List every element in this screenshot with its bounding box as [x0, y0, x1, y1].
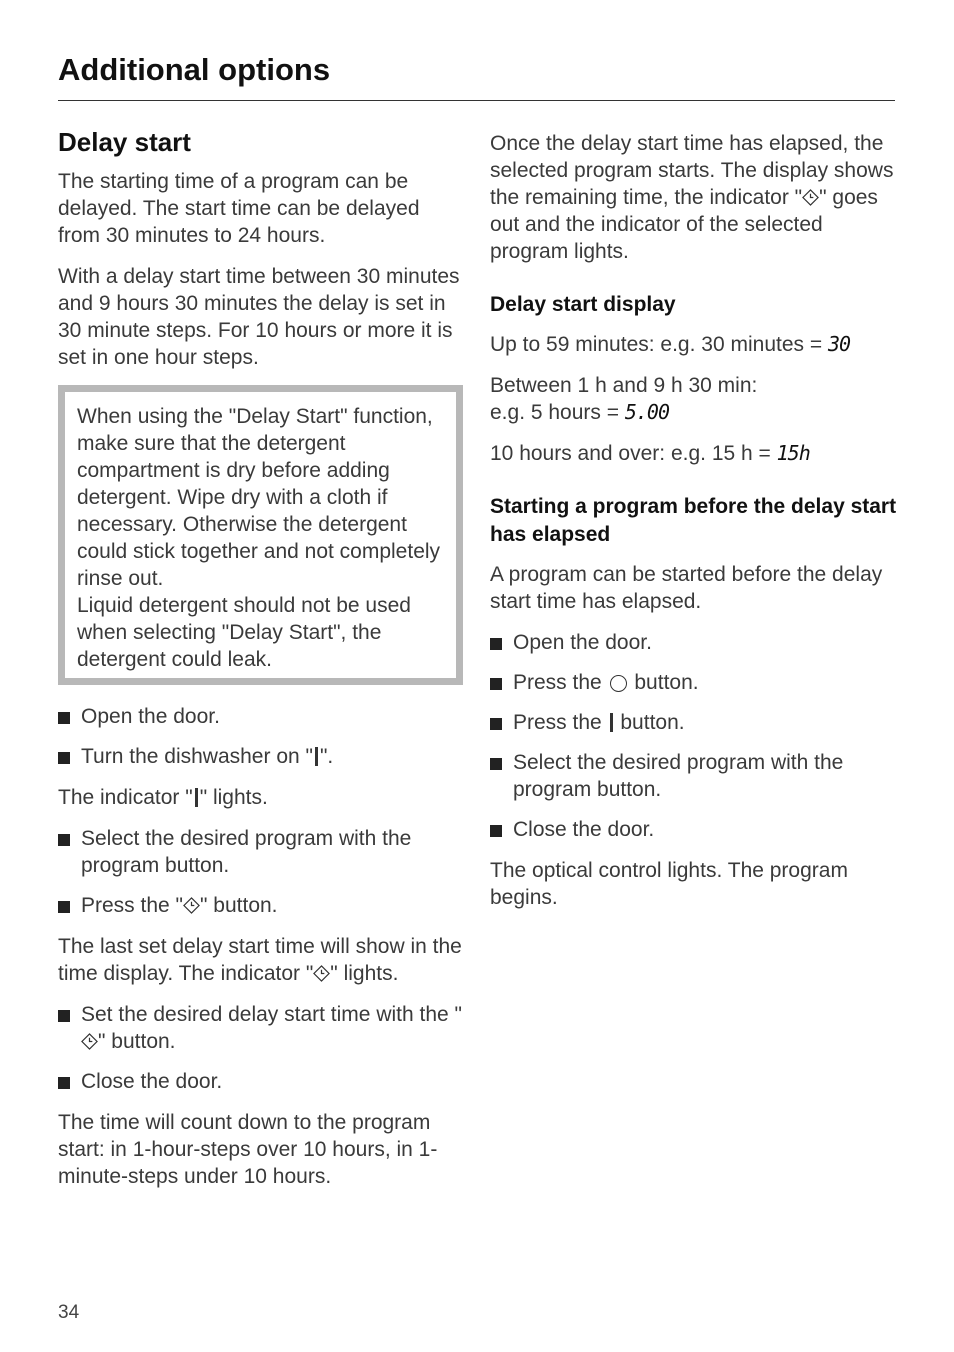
delay-start-clock-icon: [802, 189, 819, 206]
delay-steps-list-2: [58, 825, 463, 919]
bullet-square-icon: [58, 901, 70, 913]
step-text: " button.: [98, 1030, 176, 1053]
step-text: button.: [614, 711, 685, 734]
step-text: Open the door.: [513, 631, 652, 654]
step-text: Select the desired program with the program button.: [81, 827, 412, 877]
step-text: Set the desired delay start time with the ": [81, 1003, 462, 1026]
step-text: Close the door.: [513, 818, 655, 841]
list-item: [490, 749, 900, 803]
step-text: Press the: [513, 671, 608, 694]
intro-paragraph-1: The starting time of a program can be delayed. The start time can be delayed from 30 minutes to 24 hours.: [58, 170, 420, 247]
step-text: ".: [319, 745, 334, 768]
power-on-bar-icon: [315, 747, 318, 766]
bullet-square-icon: [490, 638, 502, 650]
section-title-delay-start: Delay start: [58, 127, 191, 157]
step-text: " button.: [200, 894, 278, 917]
step-text: button.: [628, 671, 699, 694]
list-item: [58, 743, 463, 770]
list-item: [490, 629, 900, 656]
delay-start-clock-icon: [81, 1033, 98, 1050]
title-divider: [58, 100, 895, 101]
lcd-value: 30: [827, 332, 851, 356]
power-on-bar-icon: [195, 788, 198, 807]
warning-text-1: When using the "Delay Start" function, make sure that the detergent compartment is dry before adding detergent. Wipe dry with a cloth if necessary. Otherwise the detergent could stick together and not completely rinse out.: [77, 405, 441, 590]
display-example-2: Between 1 h and 9 h 30 min: e.g. 5 hours = 5.00: [490, 374, 758, 424]
delay-start-clock-icon: [183, 897, 200, 914]
power-off-circle-icon: [610, 675, 627, 692]
step-text: Close the door.: [81, 1070, 223, 1093]
step-text: Press the: [513, 711, 608, 734]
intro-paragraph-2: With a delay start time between 30 minutes and 9 hours 30 minutes the delay is set in 30 minute steps. For 10 hours or more it is set in one hour steps.: [58, 265, 460, 369]
elapsed-text: Once the delay start time has elapsed, the selected program starts. The display shows the remaining time, the indicator " " goes out and the indicator of the selected program lights.: [490, 132, 894, 263]
bullet-square-icon: [58, 1077, 70, 1089]
right-column: [490, 130, 900, 925]
bullet-square-icon: [58, 1010, 70, 1022]
page-number: 34: [58, 1302, 80, 1323]
display-example-3: 10 hours and over: e.g. 15 h = 15h: [490, 441, 810, 465]
subheading-delay-start-display: Delay start display: [490, 293, 676, 316]
bullet-square-icon: [490, 758, 502, 770]
bullet-square-icon: [490, 718, 502, 730]
bullet-square-icon: [490, 678, 502, 690]
delay-start-clock-icon: [313, 965, 330, 982]
early-start-intro: A program can be started before the delay start time has elapsed.: [490, 563, 883, 613]
indicator-lights-text: The indicator " " lights.: [58, 786, 268, 809]
subheading-early-start: Starting a program before the delay start has elapsed: [490, 495, 897, 546]
list-item: [58, 703, 463, 730]
page-title: Additional options: [58, 52, 331, 87]
last-set-time-text: The last set delay start time will show in the time display. The indicator " " lights.: [58, 935, 462, 985]
bullet-square-icon: [58, 834, 70, 846]
warning-box: [58, 385, 463, 685]
list-item: [58, 1001, 463, 1055]
list-item: [490, 709, 900, 736]
step-text: Press the ": [81, 894, 183, 917]
list-item: [58, 1068, 463, 1095]
list-item: [490, 669, 900, 696]
bullet-square-icon: [490, 825, 502, 837]
warning-text-2: Liquid detergent should not be used when selecting "Delay Start", the detergent could leak.: [77, 594, 411, 671]
list-item: [58, 825, 463, 879]
left-column: [58, 126, 463, 1204]
bullet-square-icon: [58, 712, 70, 724]
power-on-bar-icon: [610, 713, 613, 732]
step-text: Select the desired program with the program button.: [513, 751, 844, 801]
bullet-square-icon: [58, 752, 70, 764]
lcd-value: 15h: [776, 441, 810, 465]
countdown-text: The time will count down to the program start: in 1-hour-steps over 10 hours, in 1-minute-steps under 10 hours.: [58, 1111, 438, 1188]
lcd-value: 5.00: [624, 400, 670, 424]
step-text: Turn the dishwasher on ": [81, 745, 313, 768]
delay-steps-list-3: [58, 1001, 463, 1095]
early-start-steps: [490, 629, 900, 843]
list-item: [490, 816, 900, 843]
list-item: [58, 892, 463, 919]
display-example-1: Up to 59 minutes: e.g. 30 minutes = 30: [490, 332, 851, 356]
delay-steps-list-1: [58, 703, 463, 770]
conclusion-text: The optical control lights. The program begins.: [490, 859, 848, 909]
step-text: Open the door.: [81, 705, 220, 728]
